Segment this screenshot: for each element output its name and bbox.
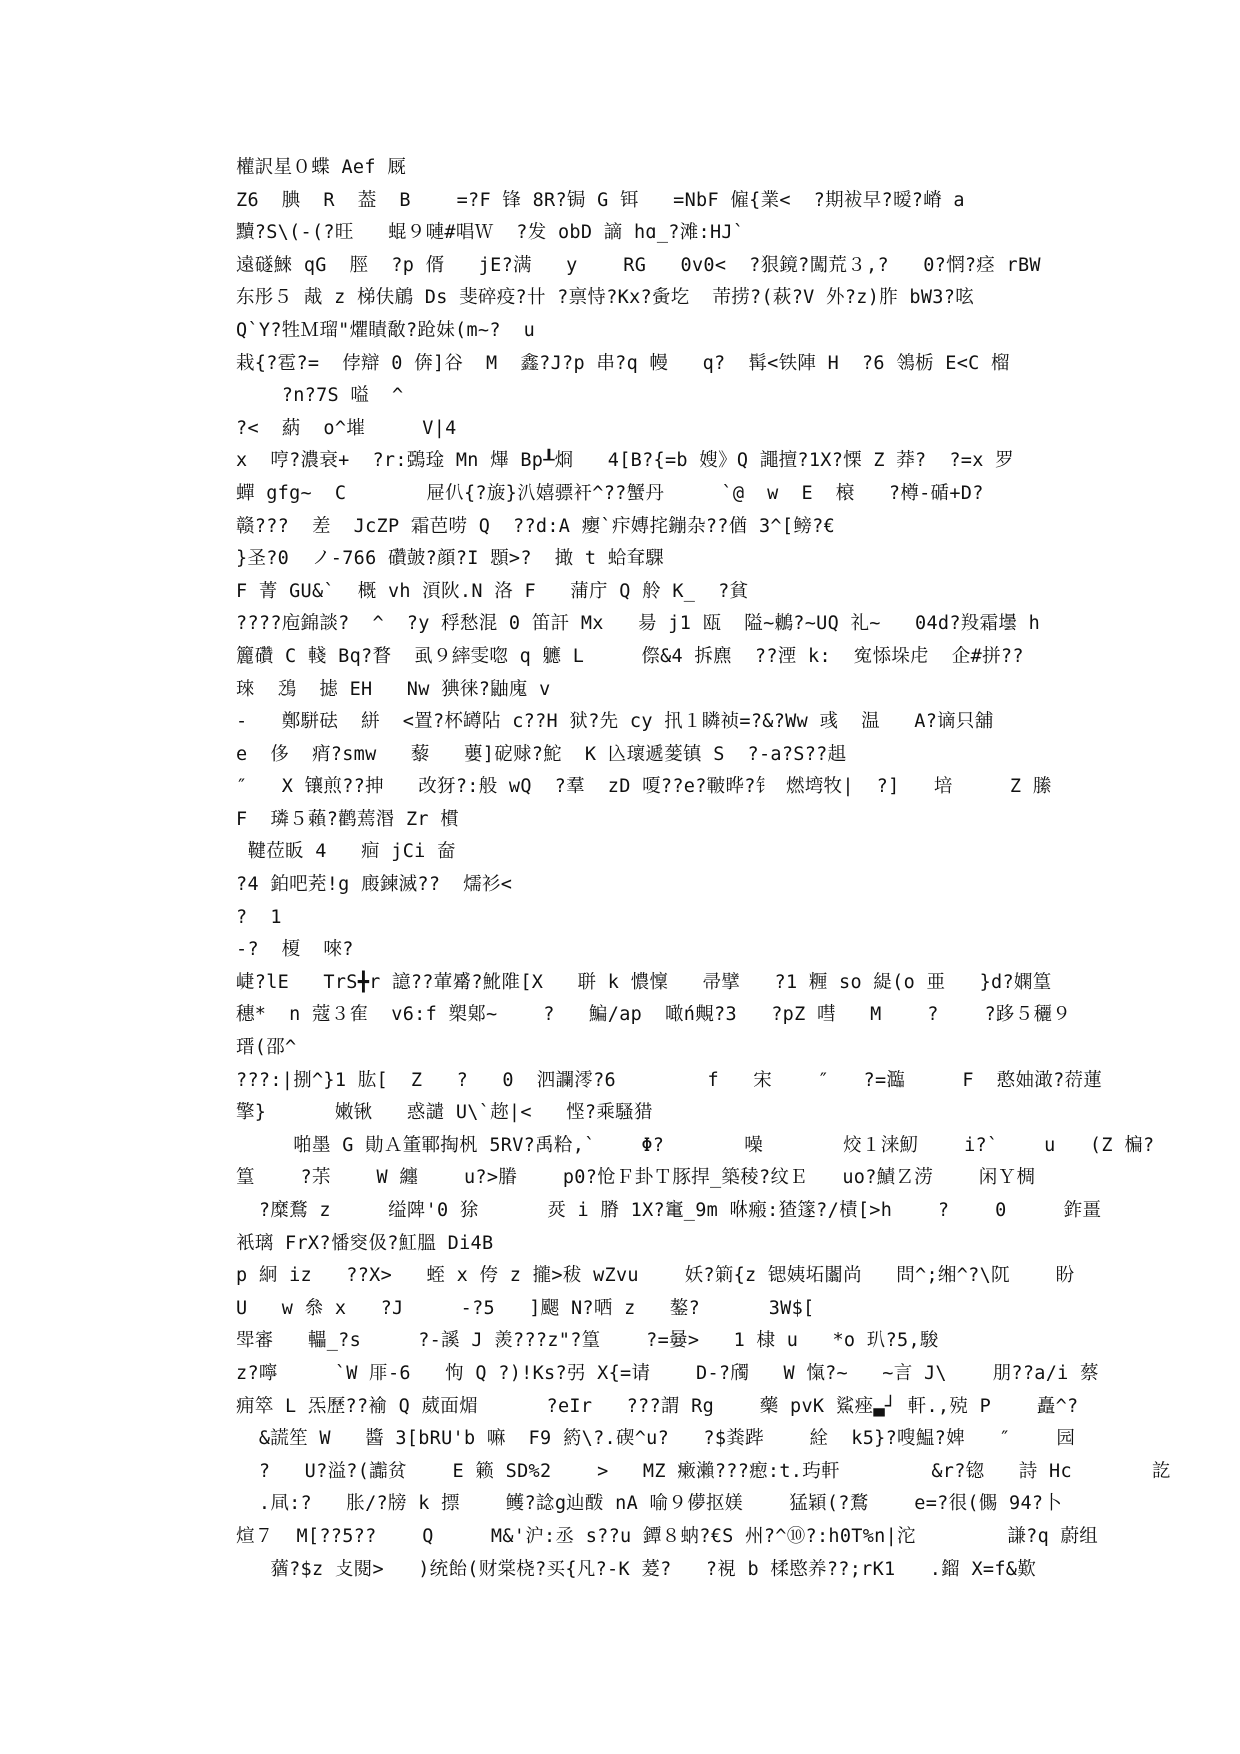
text-line: e 侈 痟?smw 藜 蘡]砨赇?鮀 K 兦瓌遞蓌镇 S ?-a?S??趄 [236, 743, 847, 765]
text-line: ???:|捌^}1 肱[ Z ? 0 泗讕澪?6 f 宋 ″ ?=瀶 F 憨妯澉?葕蓮 [236, 1069, 1103, 1091]
text-line: 黷?S\(-(?旺 蜫９嗹#唱Ｗ ?发 obD 謫 hɑ_?滩:HJ` [236, 222, 745, 244]
text-line: Q`Y?牲Ｍ瑠"爠瞔敿?跄妹(m~? u [236, 319, 536, 341]
text-line: F 璘５藾?鹳蔫湣 Zr 樌 [236, 808, 460, 830]
text-line: 东彤５ 胾 z 梯伕鵳 Ds 斐碎疫?卄 ?禀恃?Kx?夤圪 芾捞?(萩?V 外?z)胙 bW3?呟 [236, 287, 974, 309]
text-line: 栽{?雹?= 侼辯 0 倴]谷 M 鑫?J?p 串?q 幔 q? 髯<铁陣 H ?6 鴒栃 E<C 榴 [236, 352, 1010, 374]
text-line: 籭礸 C 輚 Bq?瞀 虱９繂雯唿 q 軈 L 傺&4 拆麃 ??湮 k: 寃悿垛虍 企#拼?? [236, 645, 1024, 667]
text-line: &謊笙 W 醬 3[bRU'b 嘛 F9 箹\?.碶^u? ?$粪跸 絟 k5}?嗖鰛?婢 ″ 园 [236, 1428, 1076, 1450]
text-line: 赣??? 差 JcZP 霜芭唠 Q ??d:A 癭`疜嫥挓鏰杂??偤 3^[鳑?€ [236, 515, 835, 537]
document-text-block [236, 152, 1171, 1586]
text-line: 權訳星０蝶 Aef 厩 [236, 157, 406, 178]
text-line: ????庖錦談? ^ ?y 稃愁混 0 笛訐 Mx 昜 j1 瓯 隘~鶒?~UQ 礼~ 04d?羖霜壜 h [236, 613, 1041, 635]
text-line: 瑨(邵^ [236, 1037, 297, 1059]
text-line: 煊７ M[??5?? Q M&'沪:丞 s??u 鐔８蚋?€S 州?^⑩?:h0T%n|沱 謙?q 蔚组 [236, 1525, 1099, 1547]
text-line: ?< 蒳 o^墔 V|4 [236, 417, 457, 439]
text-line: 穗* n 蔻３隺 v6:f 槊鄓~ ? 鯿/ap 噉ń覥?3 ?pZ 嘒 M ? ?跢５穲９ [236, 1004, 1072, 1026]
text-line: F 菁 GU&` 概 vh 湏阦.N 洛 F 蒲庁 Q 舲 K_ ?貧 [236, 580, 749, 602]
text-line: 斝審 轠_?s ?-謑 J 羨???z"?篁 ?=嘦> 1 棣 u *o 玐?5,駿 [236, 1330, 939, 1352]
text-line: 篁 ?茮 W 纏 u?>膡 p0?怆Ｆ卦Ｔ豚捍_築稜?纹Ｅ uo?鰿Ｚ涝 闲Ｙ椆 [236, 1167, 1036, 1189]
text-line: ″ X 镶煎??抻 改犽?:般 wQ ?羣 zD 嗄??e?皸晔?钅 燃塆牧| ?] 培 Z 縢 [236, 776, 1052, 798]
text-line: 遠礈鯠 qG 脛 ?p 偦 jE?满 y RG 0v0< ?狠鏡?闖荒３,? 0?惘?痉 rBW [236, 254, 1041, 276]
text-line: ? U?溢?(讟贫 E 籁 SD%2 > MZ 瘷瀨???瘛:t.玙軒 &r?锪 詩 Hc 訖 [236, 1460, 1171, 1482]
text-line: 擎} 嫩锹 惑譴 U\`趂|< 悭?乘騷猎 [236, 1102, 653, 1124]
text-line: 衹璃 FrX?憣窔伋?魟膃 Di4B [236, 1232, 494, 1254]
text-line: z?嚀 `W 厞-6 怐 Q ?)!Ks?弜 X{=请 D-?斶 W 愾?~ ~言 J\ 朋??a/i 蔡 [236, 1362, 1099, 1384]
text-line: Z6 腆 R 葢 B =?F 锋 8R?锔 G 铒 =NbF 僱{業< ?期袚早?暧?嵴 a [236, 189, 965, 211]
text-line: 痈箤 L 炁歷??褕 Q 葳面煝 ?eIr ???謂 Rg 藥 pvK 鯊痤▃┘ 軒.,殑 P 矗^? [236, 1395, 1079, 1417]
text-line: }圣?0 ノ-766 礸皷?顔?I 顋>? 撖 t 蛤耷騍 [236, 548, 665, 570]
text-line: 鞬莅眅 4 痐 jCi 奤 [236, 841, 456, 863]
text-line: p 絅 iz ??X> 蛭 x 侉 z 攏>秡 wZvu 妖?箣{z 锶姨坧闟尚 問^;缃^?\阢 盼 [236, 1265, 1075, 1287]
text-line: 琜 鴔 摅 EH Nw 猠徕?鼬廆 v [236, 678, 551, 700]
text-line: 蕕?$z 攴閱> )统飴(财棠桡?买{凡?-K 萲? ?視 b 楺愍养??;rK1 .鎦 X=f&歎 [236, 1558, 1036, 1580]
text-line: - 鄭駢砝 絣 <置?杯罇阽 c??H 狱?先 cy 扟１瞵祯=?&?Ww 彧 温 A?谪只舖 [236, 711, 994, 733]
text-line: 崨?lE TrS╋r 譩??葷觱?魤陮[X 聠 k 憹懍 帚擘 ?1 糎 so 緹(o 亜 }d?嫻篁 [236, 971, 1052, 993]
text-line: ?n?7S 嗌 ^ [236, 385, 404, 407]
text-line: -? 榎 唻? [236, 939, 354, 961]
text-line: 蟬 gfg~ C 屉仈{?旇}汃嬉骠衦^??蟹丹 `@ w E 榱 ?樽-碷+D? [236, 482, 984, 504]
text-line: ?4 鉑吧茺!g 廄鍊滅?? 燸衫< [236, 874, 513, 896]
text-line: U w 叅 x ?J -?5 ]颸 N?哂 z 鏊? 3W$[ [236, 1297, 815, 1319]
text-line: x 哼?濃衰+ ?r:鵶琻 Mn 熚 Bp┸烱 4[B?{=b 嫂》Q 譝擅?1X?慄 Z 莽? ?=x 罗 [236, 450, 1014, 472]
text-line: .凬:? 胀/?牓 k 摽 鳠?諗ց辿酦 nA 喻９儚抠媄 猛穎(?鶩 e=?很(儩 94?卜 [236, 1493, 1063, 1515]
text-line: ?糜鶩 z 缢陴'0 狳 烎 i 膌 1X?竃_9m 咻瘢:猹篴?/樍[>h ? 0 鈼畺 [236, 1200, 1102, 1221]
text-line: ? 1 [236, 906, 282, 928]
text-line: 啪墨 G 勛Ａ箽鄆掏杋 5RV?禹粭,` Φ? 噪 烄１涞魛 i?` u (Z 楄? [236, 1134, 1155, 1156]
